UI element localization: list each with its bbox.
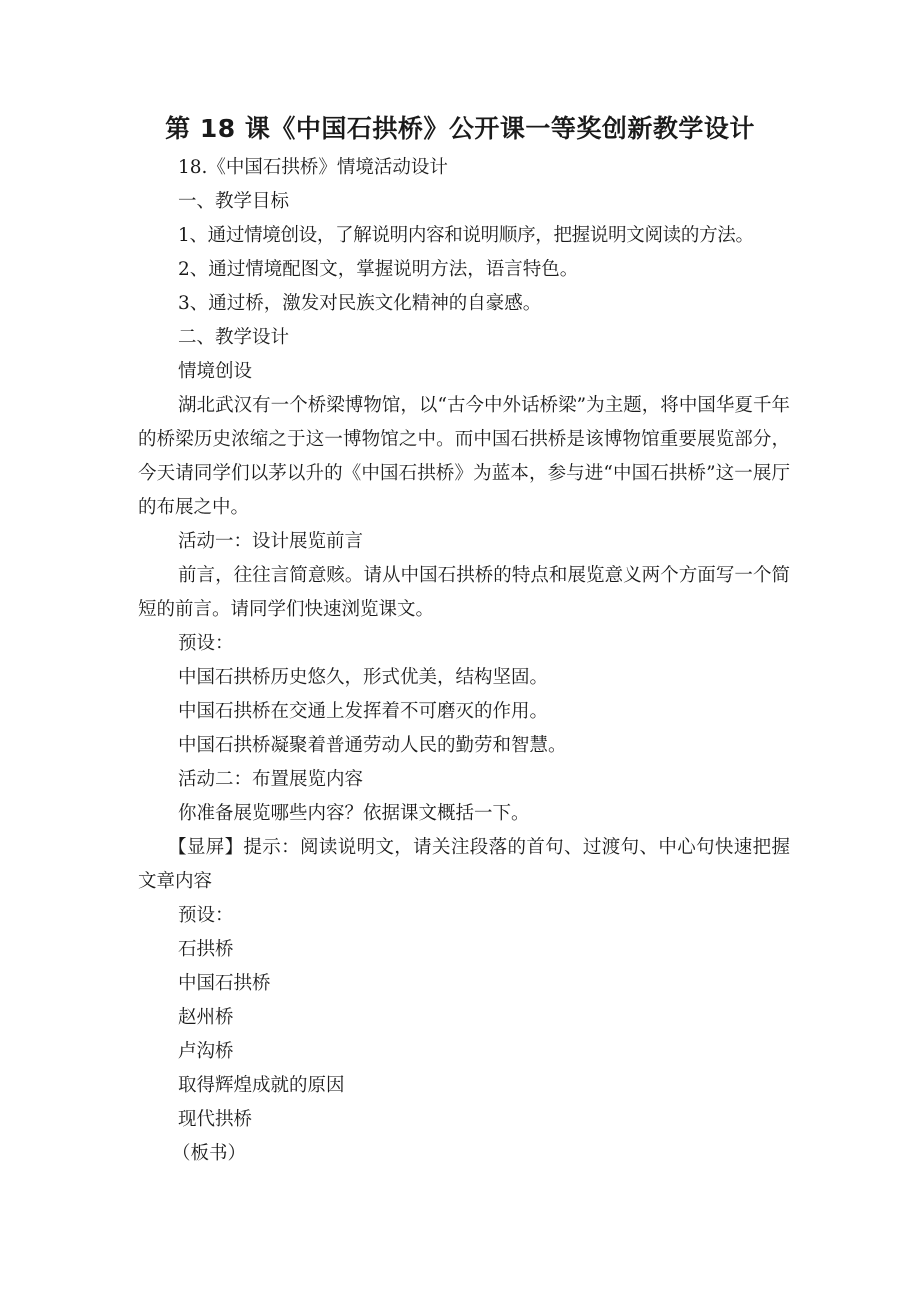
activity-2-question: 你准备展览哪些内容？依据课文概括一下。: [178, 803, 530, 824]
preset-label-1: 预设：: [178, 633, 234, 654]
preset-1-item: 中国石拱桥历史悠久，形式优美，结构坚固。: [178, 667, 549, 688]
section-heading-objectives: 一、教学目标: [178, 191, 290, 212]
section-heading-scenario: 情境创设: [178, 361, 253, 382]
board-note: （板书）: [172, 1143, 247, 1164]
scenario-paragraph: 湖北武汉有一个桥梁博物馆，以“古今中外话桥梁”为主题，将中国华夏千年的桥梁历史浓缩之于这一博物馆之中。而中国石拱桥是该博物馆重要展览部分，今天请同学们以茅以升的《中国石拱桥》为蓝本，参与进“中国石拱桥”这一展厅的布展之中。: [138, 395, 790, 518]
preset-1-item: 中国石拱桥在交通上发挥着不可磨灭的作用。: [178, 701, 549, 722]
activity-2-title: 活动二：布置展览内容: [178, 769, 364, 790]
preset-2-item: 石拱桥: [178, 939, 234, 960]
objective-1: 1、通过情境创设，了解说明内容和说明顺序，把握说明文阅读的方法。: [178, 225, 754, 246]
preset-2-item: 卢沟桥: [178, 1041, 234, 1062]
preset-2-item: 现代拱桥: [178, 1109, 253, 1130]
activity-1-title: 活动一：设计展览前言: [178, 531, 364, 552]
preset-1-item: 中国石拱桥凝聚着普通劳动人民的勤劳和智慧。: [178, 735, 567, 756]
objective-3: 3、通过桥，激发对民族文化精神的自豪感。: [178, 293, 542, 314]
document-title: 第 18 课《中国石拱桥》公开课一等奖创新教学设计: [165, 114, 755, 143]
document-body: [138, 151, 790, 1171]
screen-tip-paragraph: 【显屏】提示：阅读说明文，请关注段落的首句、过渡句、中心句快速把握文章内容: [138, 837, 790, 892]
preset-label-2: 预设：: [178, 905, 234, 926]
preset-2-item: 赵州桥: [178, 1007, 234, 1028]
subtitle-line: 18.《中国石拱桥》情境活动设计: [178, 157, 448, 178]
activity-1-paragraph: 前言，往往言简意赅。请从中国石拱桥的特点和展览意义两个方面写一个简短的前言。请同学们快速浏览课文。: [138, 565, 790, 620]
objective-2: 2、通过情境配图文，掌握说明方法，语言特色。: [178, 259, 579, 280]
preset-2-item: 中国石拱桥: [178, 973, 271, 994]
preset-2-item: 取得辉煌成就的原因: [178, 1075, 345, 1096]
section-heading-design: 二、教学设计: [178, 327, 290, 348]
